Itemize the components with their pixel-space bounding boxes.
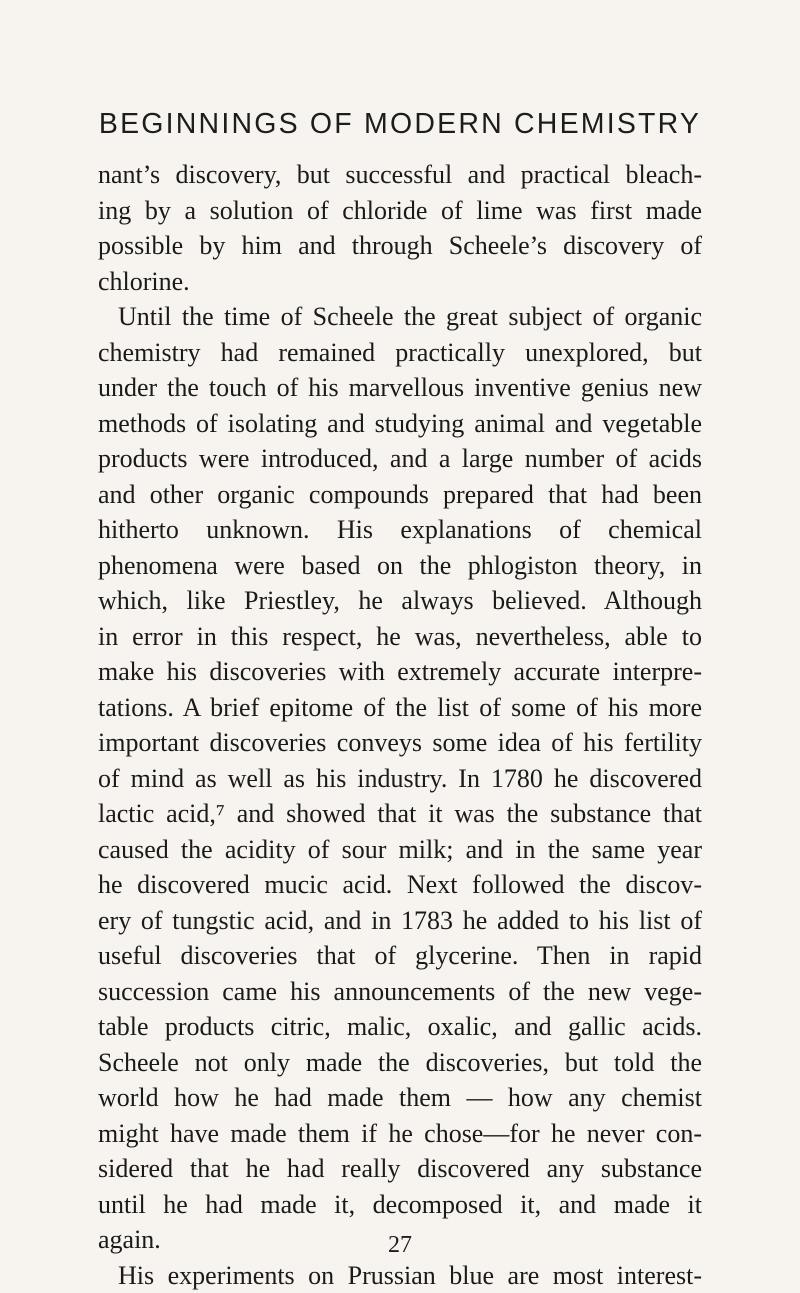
text-line: of mind as well as his industry. In 1780 he discovered bbox=[98, 761, 702, 797]
text-line: table products citric, malic, oxalic, and gallic acids. bbox=[98, 1009, 702, 1045]
text-line: products were introduced, and a large number of acids bbox=[98, 441, 702, 477]
text-line: chlorine. bbox=[98, 264, 702, 300]
text-line: succession came his announcements of the new vege- bbox=[98, 974, 702, 1010]
text-line: lactic acid,⁷ and showed that it was the substance that bbox=[98, 796, 702, 832]
text-line: hitherto unknown. His explanations of chemical bbox=[98, 512, 702, 548]
text-line: Until the time of Scheele the great subject of organic bbox=[98, 299, 702, 335]
text-line: and other organic compounds prepared that had been bbox=[98, 477, 702, 513]
text-line: Scheele not only made the discoveries, but told the bbox=[98, 1045, 702, 1081]
text-line: make his discoveries with extremely accurate interpre- bbox=[98, 654, 702, 690]
text-line: again. bbox=[98, 1222, 702, 1258]
text-line: world how he had made them — how any chemist bbox=[98, 1080, 702, 1116]
text-line: tations. A brief epitome of the list of some of his more bbox=[98, 690, 702, 726]
page-number: 27 bbox=[0, 1232, 800, 1259]
text-line: he discovered mucic acid. Next followed the discov- bbox=[98, 867, 702, 903]
text-line: chemistry had remained practically unexplored, but bbox=[98, 335, 702, 371]
text-line: methods of isolating and studying animal and vegetable bbox=[98, 406, 702, 442]
running-head: BEGINNINGS OF MODERN CHEMISTRY bbox=[0, 108, 800, 141]
text-line: possible by him and through Scheele’s discovery of bbox=[98, 228, 702, 264]
text-line: might have made them if he chose—for he never con- bbox=[98, 1116, 702, 1152]
text-line: until he had made it, decomposed it, and made it bbox=[98, 1187, 702, 1223]
text-line: ery of tungstic acid, and in 1783 he added to his list of bbox=[98, 903, 702, 939]
text-line: nant’s discovery, but successful and practical bleach- bbox=[98, 157, 702, 193]
text-line: phenomena were based on the phlogiston theory, in bbox=[98, 548, 702, 584]
text-line: His experiments on Prussian blue are most interest- bbox=[98, 1258, 702, 1293]
text-line: which, like Priestley, he always believed. Although bbox=[98, 583, 702, 619]
text-line: under the touch of his marvellous inventive genius new bbox=[98, 370, 702, 406]
text-line: important discoveries conveys some idea of his fertility bbox=[98, 725, 702, 761]
text-line: caused the acidity of sour milk; and in the same year bbox=[98, 832, 702, 868]
body-text bbox=[98, 157, 702, 1293]
text-line: ing by a solution of chloride of lime was first made bbox=[98, 193, 702, 229]
text-line: useful discoveries that of glycerine. Then in rapid bbox=[98, 938, 702, 974]
text-line: in error in this respect, he was, nevertheless, able to bbox=[98, 619, 702, 655]
text-line: sidered that he had really discovered any substance bbox=[98, 1151, 702, 1187]
